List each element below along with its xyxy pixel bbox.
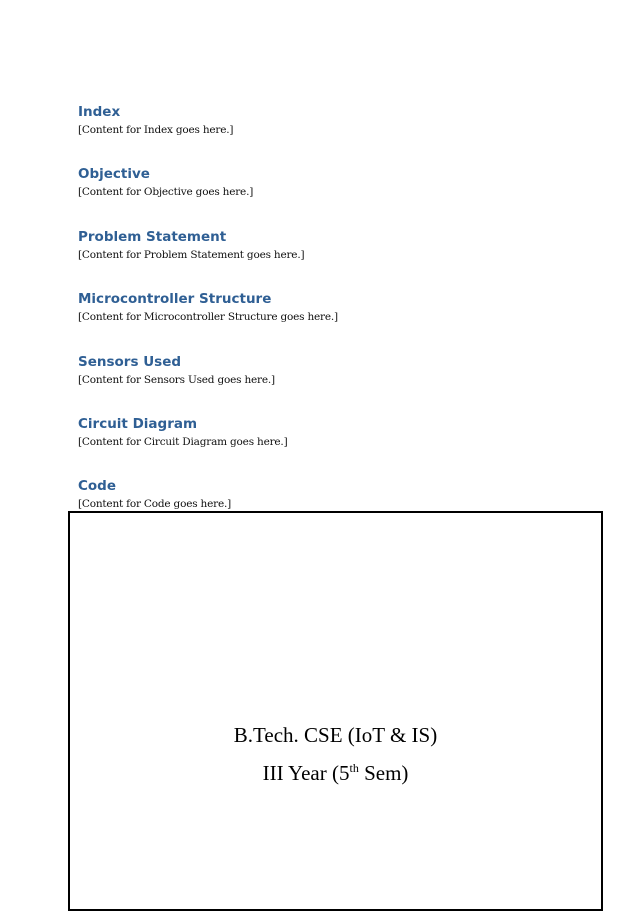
section-content: [Content for Problem Statement goes here.] [78, 248, 305, 261]
year-semester [70, 761, 601, 785]
section-objective [78, 165, 598, 227]
section-problem-statement [78, 228, 598, 290]
section-content: [Content for Microcontroller Structure goes here.] [78, 311, 338, 324]
section-microcontroller-structure [78, 290, 598, 352]
section-heading: Sensors Used [78, 353, 182, 370]
section-heading: Objective [78, 166, 150, 183]
year-suffix: Sem) [358, 761, 409, 785]
year-prefix: III Year (5 [262, 761, 350, 785]
section-index [78, 103, 598, 165]
section-circuit-diagram [78, 415, 598, 477]
section-heading: Problem Statement [78, 228, 227, 245]
section-heading: Code [78, 478, 117, 495]
section-heading: Circuit Diagram [78, 415, 198, 432]
document-sections [78, 103, 598, 540]
section-sensors-used [78, 353, 598, 415]
section-content: [Content for Index goes here.] [78, 124, 234, 136]
cover-page-frame [68, 511, 603, 911]
cover-text [70, 723, 601, 785]
section-content: [Content for Circuit Diagram goes here.] [78, 435, 288, 448]
section-content: [Content for Objective goes here.] [78, 186, 254, 199]
section-content: [Content for Sensors Used goes here.] [78, 373, 275, 386]
program-title: B.Tech. CSE (IoT & IS) [233, 723, 438, 747]
section-content: [Content for Code goes here.] [78, 498, 231, 511]
section-heading: Index [78, 104, 121, 120]
section-heading: Microcontroller Structure [78, 291, 272, 308]
ordinal-suffix: th [349, 761, 359, 775]
